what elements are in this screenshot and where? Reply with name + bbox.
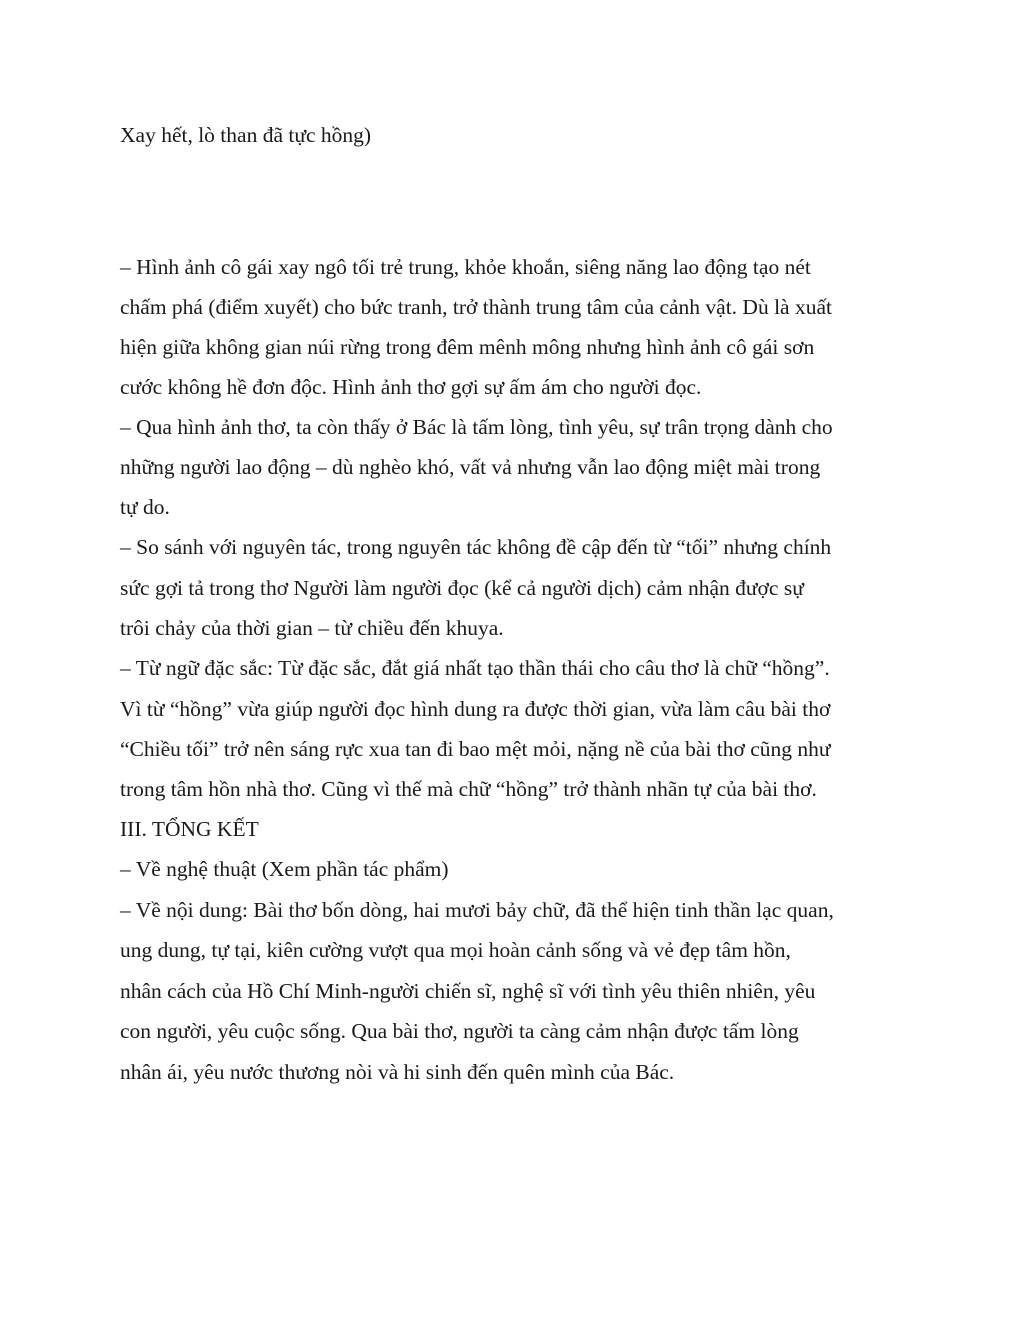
text-line: – Hình ảnh cô gái xay ngô tối trẻ trung, khỏe khoắn, siêng năng lao động tạo nét [120,255,811,279]
text-line: tự do. [120,495,170,519]
text-line: – Qua hình ảnh thơ, ta còn thấy ở Bác là tấm lòng, tình yêu, sự trân trọng dành cho [120,415,833,439]
text-line: Vì từ “hồng” vừa giúp người đọc hình dung ra được thời gian, vừa làm câu bài thơ [120,697,831,721]
text-line: nhân cách của Hồ Chí Minh-người chiến sĩ, nghệ sĩ với tình yêu thiên nhiên, yêu [120,979,816,1003]
text-line: “Chiều tối” trở nên sáng rực xua tan đi bao mệt mỏi, nặng nề của bài thơ cũng như [120,737,831,761]
text-line: hiện giữa không gian núi rừng trong đêm mênh mông nhưng hình ảnh cô gái sơn [120,335,815,359]
text-line: – Từ ngữ đặc sắc: Từ đặc sắc, đắt giá nhất tạo thần thái cho câu thơ là chữ “hồng”. [120,656,830,680]
text-line: sức gợi tả trong thơ Người làm người đọc (kể cả người dịch) cảm nhận được sự [120,576,804,600]
text-line: trong tâm hồn nhà thơ. Cũng vì thế mà chữ “hồng” trở thành nhãn tự của bài thơ. [120,777,817,801]
text-line: – Về nội dung: Bài thơ bốn dòng, hai mươi bảy chữ, đã thể hiện tinh thần lạc quan, [120,898,834,922]
text-line: cước không hề đơn độc. Hình ảnh thơ gợi sự ấm ám cho người đọc. [120,375,702,399]
text-line: – So sánh với nguyên tác, trong nguyên tác không đề cập đến từ “tối” nhưng chính [120,535,832,559]
text-line: con người, yêu cuộc sống. Qua bài thơ, người ta càng cảm nhận được tấm lòng [120,1019,799,1043]
text-line: – Về nghệ thuật (Xem phần tác phẩm) [120,857,449,881]
intro-line: Xay hết, lò than đã tực hồng) [120,123,372,147]
text-line: những người lao động – dù nghèo khó, vất vả nhưng vẫn lao động miệt mài trong [120,455,821,479]
text-line: ung dung, tự tại, kiên cường vượt qua mọi hoàn cảnh sống và vẻ đẹp tâm hồn, [120,938,791,962]
text-line: nhân ái, yêu nước thương nòi và hi sinh đến quên mình của Bác. [120,1060,675,1084]
text-line: trôi chảy của thời gian – từ chiều đến khuya. [120,616,504,640]
section-heading: III. TỔNG KẾT [120,817,259,841]
text-line: chấm phá (điểm xuyết) cho bức tranh, trở thành trung tâm của cảnh vật. Dù là xuất [120,295,832,319]
